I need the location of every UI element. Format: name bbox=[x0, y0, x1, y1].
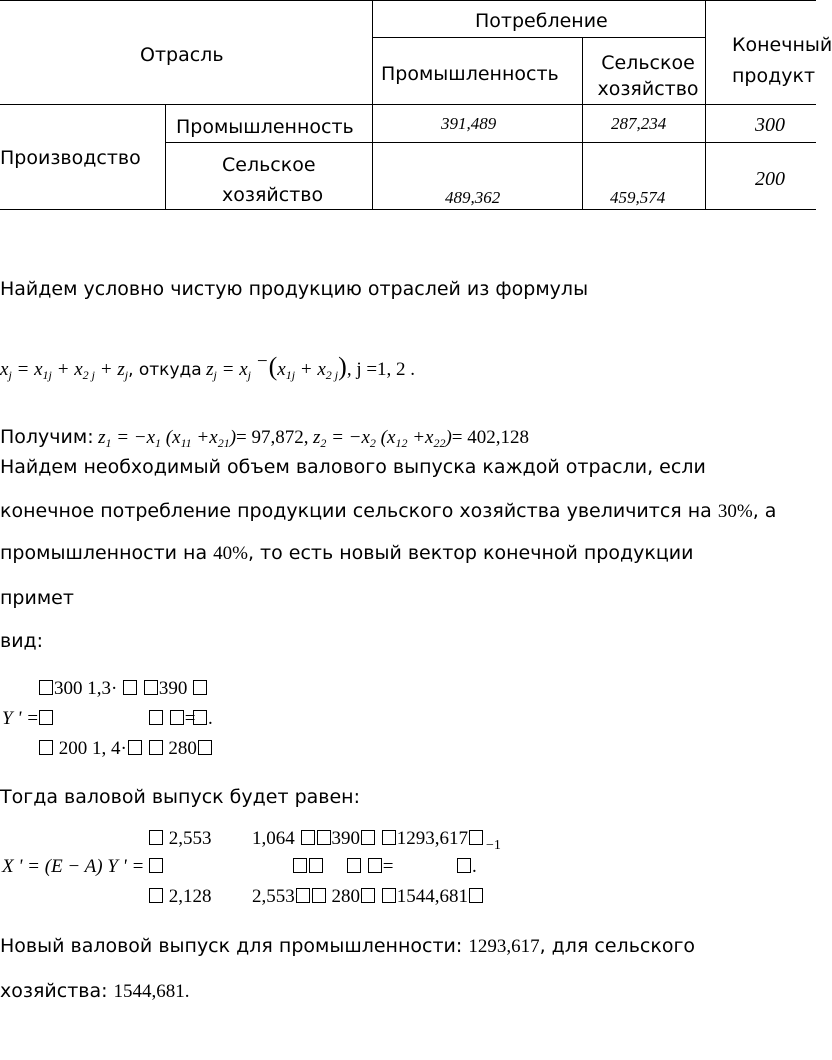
broken-glyph-icon bbox=[39, 680, 53, 695]
paragraph: Новый валовой выпуск для промышленности: 1293,617, для сельского bbox=[0, 935, 696, 957]
broken-glyph-icon bbox=[149, 858, 163, 873]
header-consumption: Потребление bbox=[475, 10, 608, 32]
paragraph: вид: bbox=[0, 630, 44, 652]
paragraph: Найдем необходимый объем валового выпуска каждой отрасли, если bbox=[0, 456, 706, 478]
header-industry-column: Промышленность bbox=[381, 63, 559, 85]
header-agriculture-column: Сельское хозяйство bbox=[597, 52, 699, 100]
table-cell: 300 bbox=[755, 114, 785, 136]
table-cell: 200 bbox=[755, 168, 785, 190]
broken-glyph-icon bbox=[469, 830, 483, 845]
header-final-product: Конечный продукт bbox=[732, 34, 832, 87]
broken-glyph-icon bbox=[361, 888, 375, 903]
broken-glyph-icon bbox=[193, 680, 207, 695]
formula-net-product: $x_j = x_{1j} + x_{2 j} + z_j$, откуда $z_j = x_j -(x_{1j} + x_{2 j})$, j =1, 2 . bbox=[0, 351, 416, 382]
table-border bbox=[0, 0, 816, 1]
broken-glyph-icon bbox=[39, 740, 53, 755]
broken-glyph-icon bbox=[317, 830, 331, 845]
table-border bbox=[372, 0, 373, 210]
broken-glyph-icon bbox=[144, 680, 158, 695]
table-cell: 459,574 bbox=[610, 188, 666, 207]
broken-glyph-icon bbox=[39, 710, 53, 725]
paragraph: хозяйства: 1544,681. bbox=[0, 980, 190, 1002]
broken-glyph-icon bbox=[312, 888, 326, 903]
table-border bbox=[165, 142, 816, 143]
paragraph: конечное потребление продукции сельского хозяйства увеличится на 30%, а bbox=[0, 500, 777, 522]
row-label-industry: Промышленность bbox=[176, 116, 354, 138]
table-border bbox=[0, 209, 816, 210]
paragraph: примет bbox=[0, 587, 74, 609]
broken-glyph-icon bbox=[123, 680, 137, 695]
row-label-agriculture: Сельское хозяйство bbox=[222, 154, 324, 206]
broken-glyph-icon bbox=[296, 888, 310, 903]
table-border bbox=[165, 104, 166, 210]
result-z-values: Получим: $z_1 = -x_1$ $(x_{11} +x_{21})= 97,872$, $z_2 = -x_2$ $(x_{12} +x_{22})= 402,128$ bbox=[0, 426, 529, 450]
broken-glyph-icon bbox=[368, 858, 382, 873]
broken-glyph-icon bbox=[149, 888, 163, 903]
broken-glyph-icon bbox=[382, 888, 396, 903]
broken-glyph-icon bbox=[149, 740, 163, 755]
broken-glyph-icon bbox=[469, 888, 483, 903]
broken-glyph-icon bbox=[309, 858, 323, 873]
table-border bbox=[0, 104, 816, 105]
table-border bbox=[582, 37, 583, 210]
broken-glyph-icon bbox=[193, 710, 207, 725]
broken-glyph-icon bbox=[382, 830, 396, 845]
table-border bbox=[372, 37, 705, 38]
broken-glyph-icon bbox=[198, 740, 212, 755]
broken-glyph-icon bbox=[170, 710, 184, 725]
row-group-production: Производство bbox=[0, 147, 141, 169]
broken-glyph-icon bbox=[361, 830, 375, 845]
paragraph: Найдем условно чистую продукцию отраслей из формулы bbox=[0, 278, 589, 300]
table-cell: 489,362 bbox=[445, 188, 501, 207]
paragraph: промышленности на 40%, то есть новый вектор конечной продукции bbox=[0, 542, 694, 564]
broken-glyph-icon bbox=[149, 830, 163, 845]
table-border bbox=[705, 0, 706, 210]
broken-glyph-icon bbox=[457, 858, 471, 873]
broken-glyph-icon bbox=[293, 858, 307, 873]
header-industry: Отрасль bbox=[140, 44, 224, 66]
broken-glyph-icon bbox=[347, 858, 361, 873]
broken-glyph-icon bbox=[128, 740, 142, 755]
table-cell: 391,489 bbox=[441, 114, 497, 133]
paragraph: Тогда валовой выпуск будет равен: bbox=[0, 786, 360, 808]
table-cell: 287,234 bbox=[611, 114, 667, 133]
broken-glyph-icon bbox=[301, 830, 315, 845]
broken-glyph-icon bbox=[149, 710, 163, 725]
